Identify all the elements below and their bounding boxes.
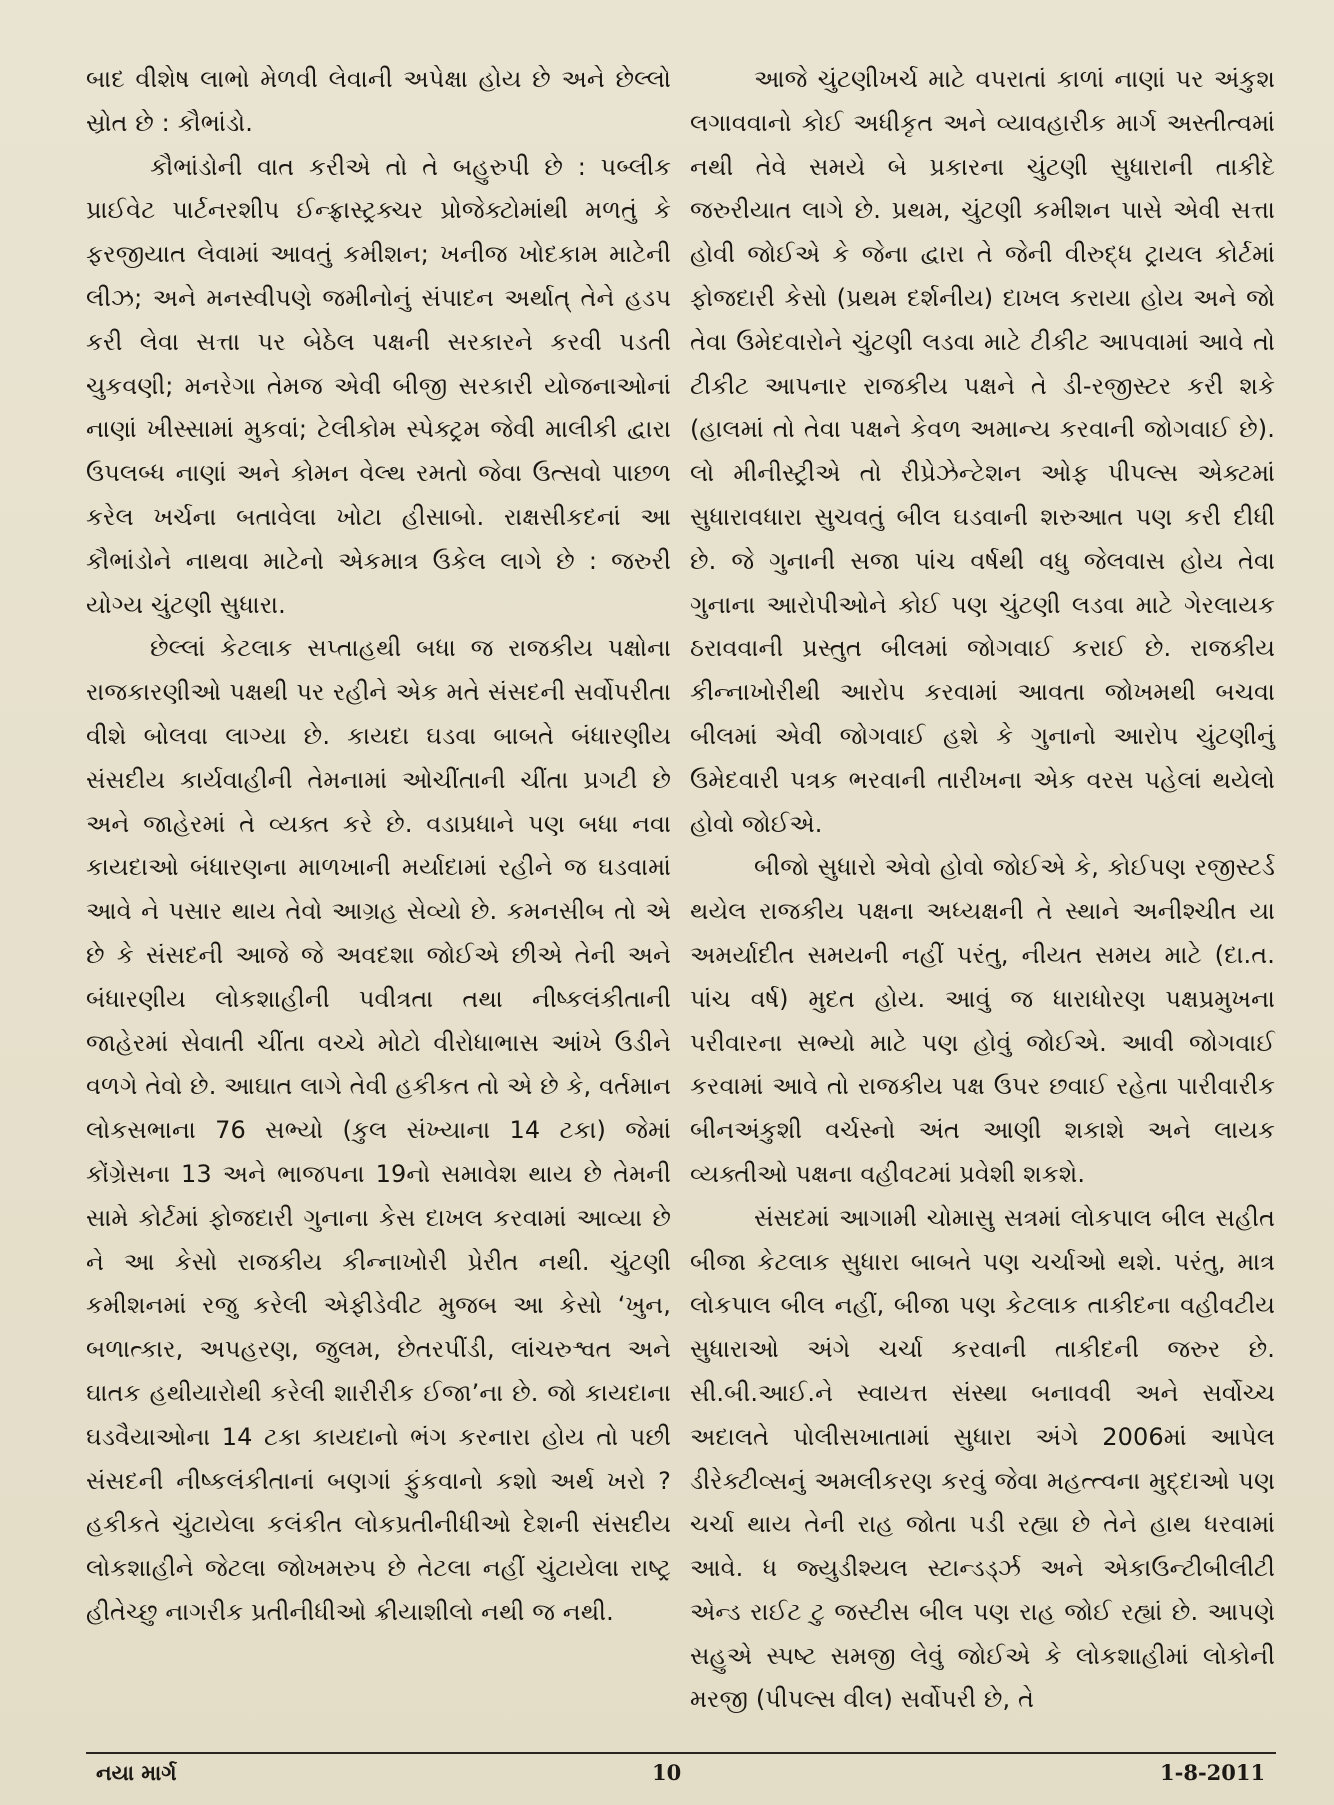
issue-date: 1-8-2011 xyxy=(1160,1760,1266,1785)
left-paragraph-1: બાદ વીશેષ લાભો મેળવી લેવાની અપેક્ષા હોય છે અને છેલ્લો સ્રોત છે : કૌભાંડો. xyxy=(86,65,671,137)
right-column xyxy=(690,58,1275,1722)
left-paragraph-3: છેલ્લાં કેટલાક સપ્તાહથી બધા જ રાજકીય પક્ષોના રાજકારણીઓ પક્ષથી પર રહીને એક મતે સંસદની સર્વોપરીતા વીશે બોલવા લાગ્યા છે. કાયદા ઘડવા બાબતે બંધારણીય સંસદીય કાર્યવાહીની તેમનામાં ઓચીંતાની ચીંતા પ્રગટી છે અને જાહેરમાં તે વ્યક્ત કરે છે. વડાપ્રધાને પણ બધા નવા કાયદાઓ બંધારણના માળખાની મર્યાદામાં રહીને જ ઘડવામાં આવે ને પસાર થાય તેવો આગ્રહ સેવ્યો છે. કમનસીબ તો એ છે કે સંસદની આજે જે અવદશા જોઈએ છીએ તેની અને બંધારણીય લોકશાહીની પવીત્રતા તથા નીષ્કલંકીતાની જાહેરમાં સેવાતી ચીંતા વચ્ચે મોટો વીરોધાભાસ આંખે ઉડીને વળગે તેવો છે. આઘાત લાગે તેવી હકીકત તો એ છે કે, વર્તમાન લોકસભાના 76 સભ્યો (કુલ સંખ્યાના 14 ટકા) જેમાં કોંગ્રેસના 13 અને ભાજપના 19નો સમાવેશ થાય છે તેમની સામે કોર્ટમાં ફોજદારી ગુનાના કેસ દાખલ કરવામાં આવ્યા છે ને આ કેસો રાજકીય કીન્નાખોરી પ્રેરીત નથી. ચુંટણી કમીશનમાં રજુ કરેલી એફીડેવીટ મુજબ આ કેસો ‘ખુન, બળાત્કાર, અપહરણ, જુલમ, છેતરપીંડી, લાંચરુશ્વત અને ઘાતક હથીયારોથી કરેલી શારીરીક ઈજા’ના છે. જો કાયદાના ઘડવૈયાઓના 14 ટકા કાયદાનો ભંગ કરનારા હોય તો પછી સંસદની નીષ્કલંકીતાનાં બણગાં ફુંકવાનો કશો અર્થ ખરો ? હકીકતે ચુંટાયેલા કલંકીત લોકપ્રતીનીધીઓ દેશની સંસદીય લોકશાહીને જેટલા જોખમરુપ છે તેટલા નહીં ચુંટાયેલા રાષ્ટ્ર હીતેચ્છુ નાગરીક પ્રતીનીધીઓ ક્રીયાશીલો નથી જ નથી. xyxy=(86,634,671,1626)
left-paragraph-2: કૌભાંડોની વાત કરીએ તો તે બહુરુપી છે : પબ્લીક પ્રાઈવેટ પાર્ટનરશીપ ઈન્ફ્રાસ્ટ્રક્ચર પ્રોજેક્ટોમાંથી મળતું કે ફરજીયાત લેવામાં આવતું કમીશન; ખનીજ ખોદકામ માટેની લીઝ; અને મનસ્વીપણે જમીનોનું સંપાદન અર્થાત્ તેને હડપ કરી લેવા સત્તા પર બેઠેલ પક્ષની સરકારને કરવી પડતી ચુકવણી; મનરેગા તેમજ એવી બીજી સરકારી યોજનાઓનાં નાણાં ખીસ્સામાં મુકવાં; ટેલીકોમ સ્પેક્ટ્રમ જેવી માલીકી દ્વારા ઉપલબ્ધ નાણાં અને કોમન વેલ્થ રમતો જેવા ઉત્સવો પાછળ કરેલ ખર્ચના બતાવેલા ખોટા હીસાબો. રાક્ષસીકદનાં આ કૌભાંડોને નાથવા માટેનો એકમાત્ર ઉકેલ લાગે છે : જરુરી યોગ્ય ચુંટણી સુધારા. xyxy=(86,152,671,619)
page-number: 10 xyxy=(652,1760,682,1785)
right-paragraph-2: બીજો સુધારો એવો હોવો જોઈએ કે, કોઈપણ રજીસ્ટર્ડ થયેલ રાજકીય પક્ષના અધ્યક્ષની તે સ્થાને અનીશ્ચીત યા અમર્યાદીત સમયની નહીં પરંતુ, નીયત સમય માટે (દા.ત. પાંચ વર્ષ) મુદત હોય. આવું જ ધારાધોરણ પક્ષપ્રમુખના પરીવારના સભ્યો માટે પણ હોવું જોઈએ. આવી જોગવાઈ કરવામાં આવે તો રાજકીય પક્ષ ઉપર છવાઈ રહેતા પારીવારીક બીનઅંકુશી વર્ચસ્નો અંત આણી શકાશે અને લાયક વ્યક્તીઓ પક્ષના વહીવટમાં પ્રવેશી શકશે. xyxy=(690,853,1275,1188)
right-paragraph-1: આજે ચુંટણીખર્ચ માટે વપરાતાં કાળાં નાણાં પર અંકુશ લગાવવાનો કોઈ અધીકૃત અને વ્યાવહારીક માર્ગ અસ્તીત્વમાં નથી તેવે સમયે બે પ્રકારના ચુંટણી સુધારાની તાકીદે જરુરીયાત લાગે છે. પ્રથમ, ચુંટણી કમીશન પાસે એવી સત્તા હોવી જોઈએ કે જેના દ્વારા તે જેની વીરુદ્ધ ટ્રાયલ કોર્ટમાં ફોજદારી કેસો (પ્રથમ દર્શનીય) દાખલ કરાયા હોય અને જો તેવા ઉમેદવારોને ચુંટણી લડવા માટે ટીકીટ આપવામાં આવે તો ટીકીટ આપનાર રાજકીય પક્ષને તે ડી-રજીસ્ટર કરી શકે (હાલમાં તો તેવા પક્ષને કેવળ અમાન્ય કરવાની જોગવાઈ છે). લો મીનીસ્ટ્રીએ તો રીપ્રેઝેન્ટેશન ઓફ પીપલ્સ એક્ટમાં સુધારાવધારા સુચવતું બીલ ઘડવાની શરુઆત પણ કરી દીધી છે. જે ગુનાની સજા પાંચ વર્ષથી વધુ જેલવાસ હોય તેવા ગુનાના આરોપીઓને કોઈ પણ ચુંટણી લડવા માટે ગેરલાયક ઠરાવવાની પ્રસ્તુત બીલમાં જોગવાઈ કરાઈ છે. રાજકીય કીન્નાખોરીથી આરોપ કરવામાં આવતા જોખમથી બચવા બીલમાં એવી જોગવાઈ હશે કે ગુનાનો આરોપ ચુંટણીનું ઉમેદવારી પત્રક ભરવાની તારીખના એક વરસ પહેલાં થયેલો હોવો જોઈએ. xyxy=(690,65,1275,838)
publication-name: નયા માર્ગ xyxy=(96,1760,177,1785)
left-column xyxy=(86,58,671,1635)
right-paragraph-3: સંસદમાં આગામી ચોમાસુ સત્રમાં લોકપાલ બીલ સહીત બીજા કેટલાક સુધારા બાબતે પણ ચર્ચાઓ થશે. પરંતુ, માત્ર લોકપાલ બીલ નહીં, બીજા પણ કેટલાક તાકીદના વહીવટીય સુધારાઓ અંગે ચર્ચા કરવાની તાકીદની જરુર છે. સી.બી.આઈ.ને સ્વાયત્ત સંસ્થા બનાવવી અને સર્વોચ્ચ અદાલતે પોલીસખાતામાં સુધારા અંગે 2006માં આપેલ ડીરેક્ટીવ્સનું અમલીકરણ કરવું જેવા મહત્ત્વના મુદ્દાઓ પણ ચર્ચા થાય તેની રાહ જોતા પડી રહ્યા છે તેને હાથ ધરવામાં આવે. ધ જ્યુડીશ્યલ સ્ટાન્ડર્ડ્ઝ અને એકાઉન્ટીબીલીટી એન્ડ રાઈટ ટુ જસ્ટીસ બીલ પણ રાહ જોઈ રહ્યાં છે. આપણે સહુએ સ્પષ્ટ સમજી લેવું જોઈએ કે લોકશાહીમાં લોકોની મરજી (પીપલ્સ વીલ) સર્વોપરી છે, તે xyxy=(690,1203,1275,1714)
footer-divider xyxy=(86,1752,1276,1754)
